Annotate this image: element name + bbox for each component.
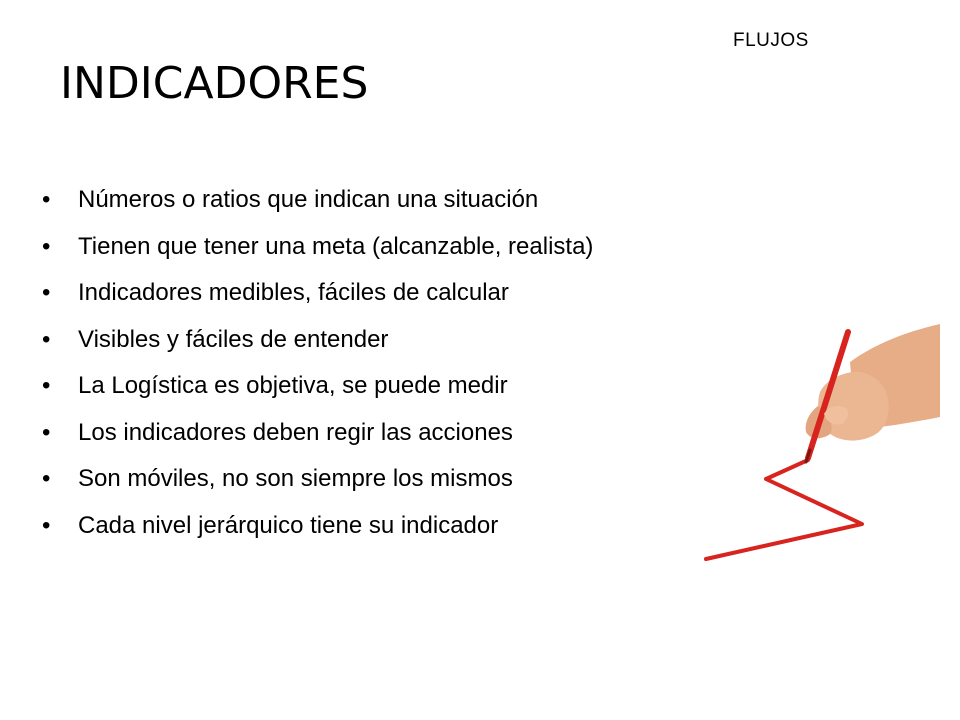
bullet-text: Los indicadores deben regir las acciones (78, 418, 513, 446)
bullet-dot: • (42, 186, 51, 213)
bullet-dot: • (42, 325, 51, 353)
bullet-dot: • (42, 511, 51, 539)
bullet-item (42, 413, 593, 460)
hand-drawing-red-line-icon (700, 322, 940, 567)
bullet-item (42, 366, 593, 413)
bullet-item (42, 180, 593, 227)
bullet-item (42, 273, 593, 320)
bullet-dot: • (42, 465, 51, 492)
bullet-item (42, 320, 593, 367)
bullet-text: Visibles y fáciles de entender (78, 325, 389, 353)
bullet-text: Tienen que tener una meta (alcanzable, realista) (78, 232, 594, 260)
bullet-list (42, 180, 593, 552)
bullet-text: Números o ratios que indican una situación (78, 186, 539, 213)
bullet-text: Indicadores medibles, fáciles de calcular (78, 279, 509, 306)
bullet-dot: • (42, 418, 51, 446)
bullet-dot: • (42, 372, 51, 399)
bullet-text: Son móviles, no son siempre los mismos (78, 465, 513, 492)
bullet-item (42, 506, 593, 553)
bullet-dot: • (42, 279, 51, 306)
bullet-dot: • (42, 232, 51, 260)
bullet-item (42, 459, 593, 506)
bullet-text: La Logística es objetiva, se puede medir (78, 372, 508, 399)
slide-title: INDICADORES (60, 58, 369, 109)
red-zigzag-line (706, 460, 862, 559)
section-tag: FLUJOS (733, 30, 809, 51)
bullet-item (42, 227, 593, 274)
bullet-text: Cada nivel jerárquico tiene su indicador (78, 511, 499, 539)
